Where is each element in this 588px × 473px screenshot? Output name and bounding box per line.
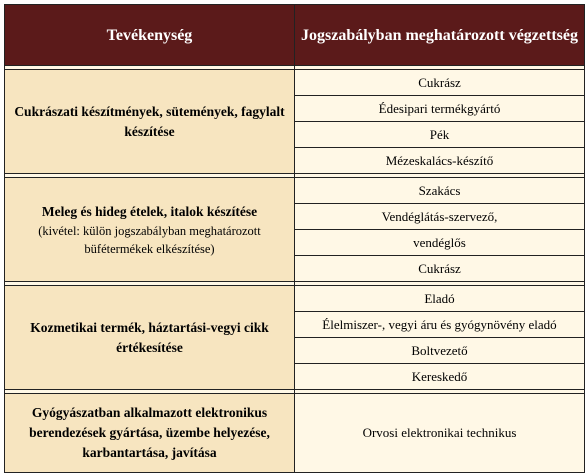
table-row xyxy=(5,394,585,473)
table-row xyxy=(5,178,585,204)
qualification-cell: Kereskedő xyxy=(295,364,585,390)
qualification-cell: Mézeskalács-készítő xyxy=(295,148,585,174)
qualification-cell: Vendéglátás-szervező, xyxy=(295,204,585,230)
qualification-cell: Orvosi elektronikai technikus xyxy=(295,394,585,473)
activity-cell xyxy=(5,286,295,390)
activity-text: Gyógyászatban alkalmazott elektronikus berendezések gyártása, üzembe helyezése, karbantartása, javítása xyxy=(29,405,270,460)
table-row xyxy=(5,70,585,96)
qualification-cell: Cukrász xyxy=(295,70,585,96)
activity-text: Cukrászati készítmények, sütemények, fagylalt készítése xyxy=(14,103,285,139)
qualifications-table xyxy=(4,4,585,473)
table-row xyxy=(5,286,585,312)
header-qualification: Jogszabályban meghatározott végzettség xyxy=(295,5,585,66)
activity-cell xyxy=(5,394,295,473)
qualifications-table-wrapper xyxy=(4,4,584,473)
qualification-cell: Élelmiszer-, vegyi áru és gyógynövény eladó xyxy=(295,312,585,338)
table-header-row xyxy=(5,5,585,66)
qualification-cell: Pék xyxy=(295,122,585,148)
activity-cell xyxy=(5,178,295,282)
qualification-cell: Eladó xyxy=(295,286,585,312)
activity-cell xyxy=(5,70,295,174)
activity-text: Meleg és hideg ételek, italok készítése xyxy=(41,203,258,219)
qualification-cell: Cukrász xyxy=(295,256,585,282)
activity-text: Kozmetikai termék, háztartási-vegyi cikk értékesítése xyxy=(30,319,269,355)
qualification-cell: Szakács xyxy=(295,178,585,204)
qualification-cell: Boltvezető xyxy=(295,338,585,364)
header-activity: Tevékenység xyxy=(5,5,295,66)
activity-note: (kivétel: külön jogszabályban meghatározott büfétermékek elkészítése) xyxy=(38,223,261,256)
qualification-cell: Édesipari termékgyártó xyxy=(295,96,585,122)
qualification-cell: vendéglős xyxy=(295,230,585,256)
